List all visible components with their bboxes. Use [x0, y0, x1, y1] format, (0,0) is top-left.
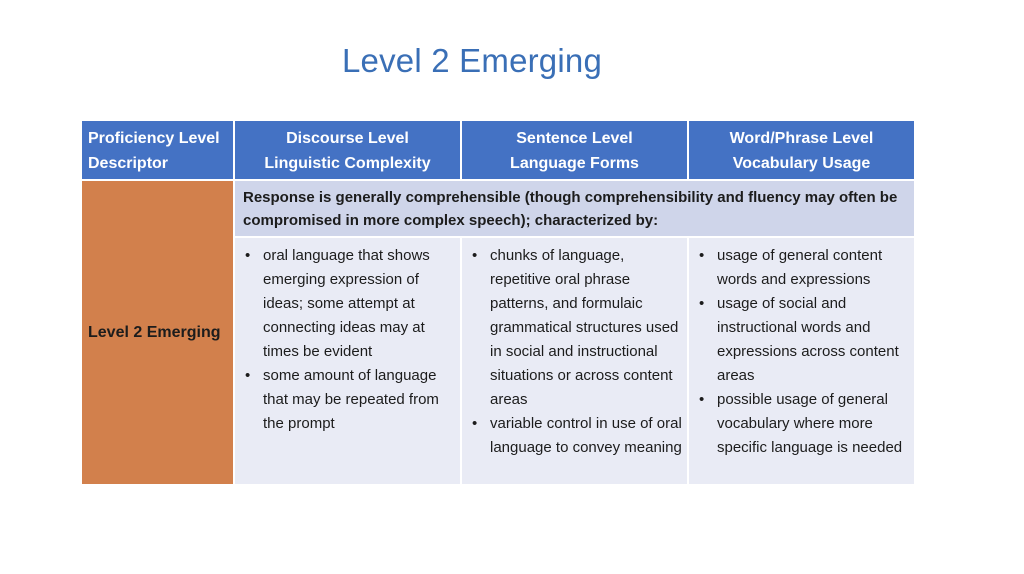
header-proficiency-level [81, 120, 234, 180]
bullet-icon: • [472, 247, 478, 264]
list-item-text: variable control in use of oral language to convey meaning [490, 415, 682, 456]
summary-cell [234, 180, 915, 237]
summary-row [81, 180, 915, 237]
list-item [470, 412, 683, 460]
summary-line: Response is generally comprehensible (though comprehensibility and fluency may often be [243, 189, 898, 206]
header-line: Vocabulary Usage [732, 155, 871, 172]
header-line: Discourse Level [286, 130, 409, 147]
proficiency-table [80, 119, 916, 486]
header-line: Word/Phrase Level [729, 130, 874, 147]
list-item-text: usage of social and instructional words and expressions across content areas [717, 295, 899, 384]
list-item-text: chunks of language, repetitive oral phrase patterns, and formulaic grammatical structures used in social and instructional situations or across content areas [490, 247, 679, 408]
list-item [697, 292, 910, 388]
header-line: Sentence Level [516, 130, 633, 147]
bullet-icon: • [699, 391, 705, 408]
bullet-icon: • [245, 247, 251, 264]
slide-title: Level 2 Emerging [341, 42, 602, 79]
list-item [697, 388, 910, 460]
header-line: Language Forms [510, 155, 639, 172]
summary-line: compromised in more complex speech); characterized by: [243, 212, 659, 229]
bullet-icon: • [245, 367, 251, 384]
list-item [470, 244, 683, 412]
header-line: Descriptor [88, 155, 169, 172]
header-line: Proficiency Level [88, 130, 220, 147]
bullet-icon: • [472, 415, 478, 432]
sentence-cell [461, 237, 688, 485]
list-item-text: possible usage of general vocabulary where more specific language is needed [717, 391, 903, 456]
header-sentence-level [461, 120, 688, 180]
list-item-text: some amount of language that may be repeated from the prompt [263, 367, 439, 432]
sentence-list [470, 244, 683, 460]
list-item-text: oral language that shows emerging expression of ideas; some attempt at connecting ideas may at times be evident [263, 247, 430, 360]
discourse-list [243, 244, 456, 436]
header-discourse-level [234, 120, 461, 180]
header-line: Linguistic Complexity [264, 155, 431, 172]
header-row [81, 120, 915, 180]
word-list [697, 244, 910, 460]
list-item [697, 244, 910, 292]
bullet-icon: • [699, 295, 705, 312]
list-item [243, 364, 456, 436]
discourse-cell [234, 237, 461, 485]
header-word-phrase-level [688, 120, 915, 180]
list-item-text: usage of general content words and expressions [717, 247, 883, 288]
word-cell [688, 237, 915, 485]
list-item [243, 244, 456, 364]
bullet-icon: • [699, 247, 705, 264]
level-label-cell [81, 180, 234, 485]
level-label: Level 2 Emerging [88, 323, 221, 341]
